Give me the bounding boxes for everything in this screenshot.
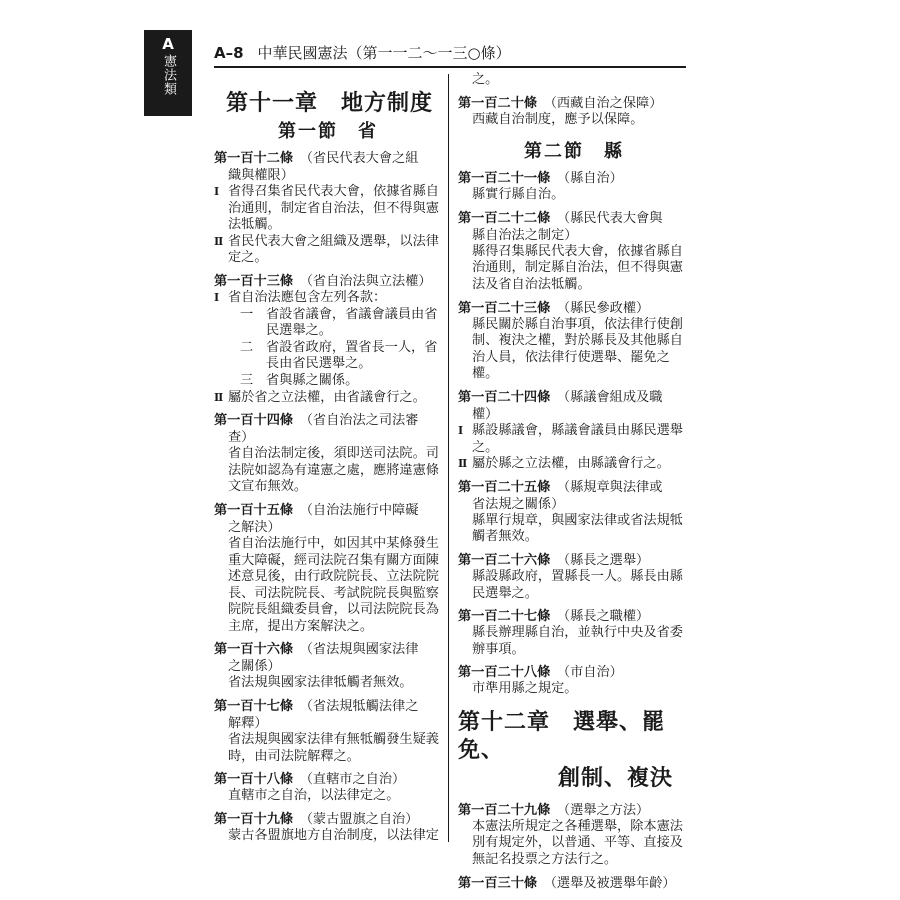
text-line: 縣單行規章，與國家法律或省法規牴 (472, 512, 683, 528)
article-caption: （省民代表大會之組 (306, 151, 419, 166)
article-number: 第一百十三條 (214, 273, 294, 289)
article-119 (214, 811, 442, 845)
column-divider (448, 74, 449, 842)
article-number: 第一百十五條 (214, 502, 294, 518)
text-line: 西藏自治制度，應予以保障。 (472, 111, 644, 127)
paragraph (214, 184, 442, 234)
article-heading (458, 479, 690, 513)
paragraph-marker: Ⅱ (214, 234, 224, 248)
article-caption: （直轄市之自治） (306, 772, 406, 788)
article-heading (458, 210, 690, 244)
article-128 (458, 664, 690, 698)
text-line: 無記名投票之方法行之。 (472, 852, 618, 868)
text-line: 省法規與國家法律牴觸者無效。 (228, 675, 413, 691)
text-line: 辦事項。 (472, 641, 525, 657)
article-caption: （省法規與國家法律 (306, 642, 419, 658)
article-number: 第一百三十條 (458, 875, 538, 891)
text-line: 省民代表大會之組織及選舉，以法律 (228, 233, 439, 249)
article-126 (458, 552, 690, 602)
article-heading (214, 698, 442, 732)
text-line: 定之。 (228, 250, 268, 266)
text-line: 屬於縣之立法權，由縣議會行之。 (472, 456, 670, 472)
article-125 (458, 479, 690, 546)
article-caption: （省自治法之司法審 (306, 413, 419, 429)
text-line: 制、複決之權，對於縣長及其他縣自 (472, 333, 683, 349)
text-line: 本憲法所規定之各種選舉，除本憲法 (472, 818, 683, 834)
article-body (214, 675, 442, 692)
text-line: 之。 (472, 439, 499, 455)
text-line: 法牴觸。 (228, 217, 281, 233)
text-line: 市準用縣之規定。 (472, 681, 578, 697)
article-heading (214, 811, 442, 828)
text-line: 屬於省之立法權，由省議會行之。 (228, 389, 426, 405)
article-body (458, 112, 690, 129)
article-number: 第一百十二條 (214, 151, 294, 166)
article-body (458, 819, 690, 869)
item-number: 二 (240, 339, 254, 355)
article-heading (214, 412, 442, 446)
article-caption-cont: 權） (472, 406, 499, 422)
article-127 (458, 608, 690, 658)
article-number: 第一百二十九條 (458, 802, 551, 818)
text-line: 省自治法施行中，如因其中某條發生 (228, 535, 439, 551)
article-117 (214, 698, 442, 765)
tab-letter: A (162, 35, 174, 53)
article-caption: （市自治） (563, 665, 623, 681)
article-number: 第一百十六條 (214, 642, 294, 658)
text-line: 省設省議會，省議會議員由省 (266, 306, 438, 322)
article-123 (458, 300, 690, 383)
article-heading (458, 875, 690, 892)
text-line: 法院如認為有違憲之處，應將違憲條 (228, 462, 439, 478)
text-line: 縣實行縣自治。 (472, 187, 565, 203)
text-line: 文宣布無效。 (228, 479, 308, 495)
article-caption-cont: 之關係） (228, 659, 281, 675)
article-body (458, 681, 690, 698)
text-line: 省法規與國家法律有無牴觸發生疑義 (228, 732, 439, 748)
text-line: 主席，提出方案解決之。 (228, 618, 374, 634)
article-caption: （選舉之方法） (563, 802, 650, 818)
article-heading (458, 95, 690, 112)
paragraph-marker: Ⅱ (458, 457, 468, 471)
paragraph-marker: Ⅰ (214, 290, 220, 304)
article-number: 第一百二十四條 (458, 389, 551, 405)
text-line: 縣設縣政府，置縣長一人。縣長由縣 (472, 568, 683, 584)
section-title: 第二節 縣 (524, 141, 624, 163)
list-item (214, 373, 442, 390)
article-caption: （選舉及被選舉年齡） (550, 875, 676, 891)
paragraph-marker: Ⅰ (214, 185, 220, 198)
text-line: 省得召集省民代表大會，依據省縣自 (228, 184, 439, 199)
tab-label: 憲法類 (161, 54, 176, 96)
article-114 (214, 412, 442, 496)
article-caption: （西藏自治之保障） (550, 95, 663, 111)
article-number: 第一百二十二條 (458, 210, 551, 226)
item-number: 三 (240, 372, 254, 388)
article-115 (214, 502, 442, 636)
article-heading (214, 150, 442, 184)
list-item (214, 307, 442, 340)
article-body (458, 625, 690, 658)
article-number: 第一百二十七條 (458, 609, 551, 625)
text-line: 縣得召集縣民代表大會，依據省縣自 (472, 243, 683, 259)
article-121 (458, 170, 690, 204)
article-body (458, 317, 690, 383)
header-title: 中華民國憲法（第一一二～一三○條） (257, 44, 511, 62)
article-body (214, 788, 442, 805)
article-heading (214, 771, 442, 788)
left-column (214, 72, 442, 844)
chapter-title: 第十一章 地方制度 (226, 90, 434, 116)
text-line: 民選舉之。 (266, 323, 332, 339)
chapter-title-line: 第十二章 選舉、罷免、 (458, 708, 666, 763)
paragraph (214, 234, 442, 267)
article-heading (458, 802, 690, 819)
article-heading (458, 552, 690, 569)
article-number: 第一百十七條 (214, 699, 294, 715)
article-body (214, 446, 442, 496)
text-line: 省自治法制定後，須即送司法院。司 (228, 446, 439, 462)
article-number: 第一百十九條 (214, 811, 294, 827)
text-line: 民選舉之。 (472, 585, 538, 601)
article-body (214, 536, 442, 636)
text-line: 別有規定外，以普通、平等、直接及 (472, 835, 683, 851)
text-line: 長由省民選舉之。 (266, 356, 372, 372)
article-body (458, 569, 690, 602)
article-caption: （省法規牴觸法律之 (306, 699, 419, 715)
text-line: 法及省自治法牴觸。 (472, 276, 591, 292)
article-number: 第一百二十六條 (458, 552, 551, 568)
text-line: 省自治法應包含左列各款： (228, 289, 387, 305)
paragraph (214, 290, 442, 307)
chapter-title (458, 708, 690, 792)
text-line: 蒙古各盟旗地方自治制度，以法律定 (228, 827, 439, 843)
article-caption: （蒙古盟旗之自治） (306, 811, 419, 827)
article-body (458, 187, 690, 204)
article-heading (214, 502, 442, 536)
article-caption-cont: 省法規之關係） (472, 496, 565, 512)
article-caption: （省自治法與立法權） (306, 273, 432, 289)
paragraph (214, 390, 442, 407)
paragraph-marker: Ⅱ (214, 390, 224, 404)
article-caption: （縣規章與法律或 (563, 479, 663, 495)
text-line: 縣長辦理縣自治，並執行中央及省委 (472, 625, 683, 641)
article-caption: （縣長之選舉） (563, 552, 650, 568)
article-heading (458, 608, 690, 625)
article-number: 第一百十八條 (214, 772, 294, 788)
item-number: 一 (240, 306, 254, 322)
text-line: 直轄市之自治，以法律定之。 (228, 788, 400, 804)
article-caption: （縣長之職權） (563, 609, 650, 625)
article-caption: （縣民代表大會與 (563, 210, 663, 226)
article-130 (458, 875, 690, 892)
article-heading (458, 170, 690, 187)
article-number: 第一百二十條 (458, 95, 538, 111)
article-caption-cont: 縣自治法之制定） (472, 227, 578, 243)
continued-text: 之。 (472, 72, 499, 87)
text-line: 長、司法院院長、考試院院長與監察 (228, 585, 439, 601)
article-124 (458, 389, 690, 473)
article-number: 第一百二十一條 (458, 171, 551, 187)
paragraph (458, 423, 690, 456)
chapter-title-line: 創制、複決 (558, 764, 674, 791)
paragraph (458, 456, 690, 473)
article-122 (458, 210, 690, 294)
article-116 (214, 641, 442, 692)
section-tab (144, 30, 192, 116)
article-body (458, 513, 690, 546)
article-number: 第一百二十五條 (458, 479, 551, 495)
article-113 (214, 273, 442, 406)
article-heading (214, 641, 442, 675)
article-number: 第一百十四條 (214, 413, 294, 429)
article-caption-cont: 織與權限） (228, 168, 294, 183)
article-number: 第一百二十三條 (458, 300, 551, 316)
article-caption: （自治法施行中障礙 (306, 502, 419, 518)
text-line: 治人員，依法律行使選舉、罷免之權。 (472, 349, 670, 382)
article-caption: （縣自治） (563, 171, 623, 187)
article-caption: （縣民參政權） (563, 300, 650, 316)
text-line: 治通則，制定縣自治法，但不得與憲 (472, 260, 683, 276)
article-heading (458, 389, 690, 423)
article-body (214, 732, 442, 765)
right-column (458, 72, 690, 892)
paragraph-marker: Ⅰ (458, 423, 464, 437)
article-120 (458, 95, 690, 129)
text-line: 述意見後，由行政院院長、立法院院 (228, 569, 439, 585)
article-caption-cont: 解釋） (228, 716, 268, 732)
text-line: 重大障礙，經司法院召集有關方面陳 (228, 552, 439, 568)
article-118 (214, 771, 442, 805)
article-112 (214, 150, 442, 267)
article-caption: （縣議會組成及職 (563, 389, 663, 405)
text-line: 治通則，制定省自治法，但不得與憲 (228, 200, 439, 216)
article-heading (458, 300, 690, 317)
article-number: 第一百二十八條 (458, 665, 551, 681)
text-line: 縣設縣議會，縣議會議員由縣民選舉 (472, 422, 683, 438)
text-line: 省與縣之關係。 (266, 372, 359, 388)
article-caption-cont: 之解決） (228, 519, 281, 535)
page-header (214, 42, 511, 63)
text-line: 省設省政府，置省長一人，省 (266, 339, 438, 355)
text-line: 縣民關於縣自治事項，依法律行使創 (472, 316, 683, 332)
article-body (214, 828, 442, 845)
article-heading (458, 664, 690, 681)
text-line: 觸者無效。 (472, 529, 538, 545)
list-item (214, 340, 442, 373)
section-title: 第一節 省 (278, 121, 378, 142)
article-heading (214, 273, 442, 290)
text-line: 院院長組織委員會，以司法院院長為 (228, 602, 439, 618)
article-caption-cont: 查） (228, 430, 255, 446)
article-129 (458, 802, 690, 869)
header-rule (214, 66, 686, 68)
text-line: 時，由司法院解釋之。 (228, 748, 360, 764)
article-body (458, 244, 690, 294)
page-number: A–8 (214, 44, 244, 62)
